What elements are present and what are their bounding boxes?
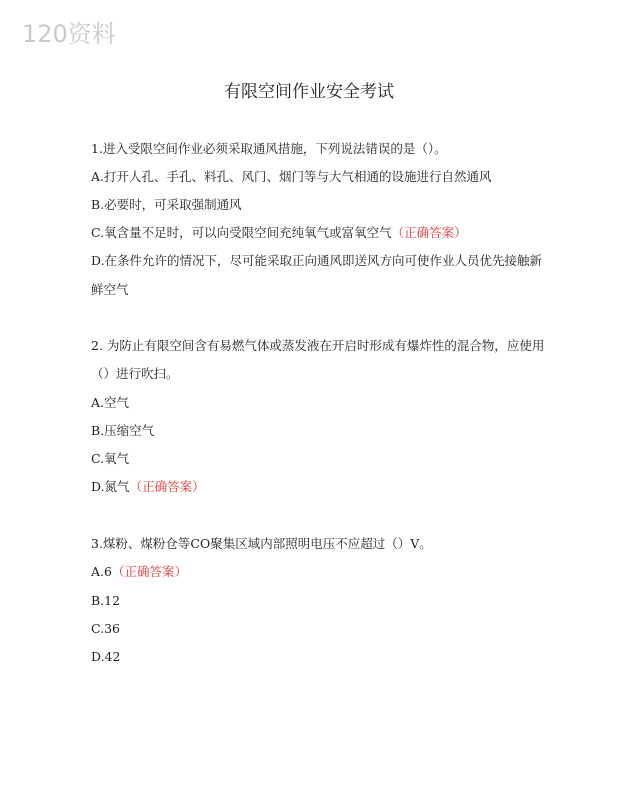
- option-text: B.压缩空气: [91, 423, 155, 438]
- question-stem: 3.煤粉、煤粉仓等CO聚集区域内部照明电压不应超过（）V。: [91, 536, 432, 551]
- correct-answer-mark: （正确答案）: [129, 479, 205, 494]
- option-text-continued: 鲜空气: [91, 282, 129, 297]
- option-text: B.必要时，可采取强制通风: [91, 197, 242, 212]
- option-text: D.42: [91, 649, 121, 664]
- option-text: D.在条件允许的情况下，尽可能采取正向通风即送风方向可使作业人员优先接触新: [91, 253, 543, 268]
- question-stem: 1.进入受限空间作业必须采取通风措施，下列说法错误的是（）。: [91, 141, 447, 156]
- option-text: C.氧气: [91, 451, 130, 466]
- option-text: A.打开人孔、手孔、料孔、风门、烟门等与大气相通的设施进行自然通风: [91, 169, 492, 184]
- option-text: A.6（正确答案）: [91, 564, 187, 579]
- page-title: 有限空间作业安全考试: [224, 82, 394, 102]
- option-text: C.氧含量不足时，可以向受限空间充纯氧气或富氧空气（正确答案）: [91, 225, 467, 240]
- correct-answer-mark: （正确答案）: [111, 564, 187, 579]
- question-stem: 2. 为防止有限空间含有易燃气体或蒸发液在开启时形成有爆炸性的混合物，应使用: [91, 338, 545, 353]
- option-text: D.氮气（正确答案）: [91, 479, 205, 494]
- watermark: 120资料: [22, 20, 116, 48]
- question-stem-continued: （）进行吹扫。: [91, 366, 179, 381]
- option-text: C.36: [91, 621, 120, 636]
- option-text: A.空气: [91, 395, 130, 410]
- option-text: B.12: [91, 593, 121, 608]
- correct-answer-mark: （正确答案）: [391, 225, 467, 240]
